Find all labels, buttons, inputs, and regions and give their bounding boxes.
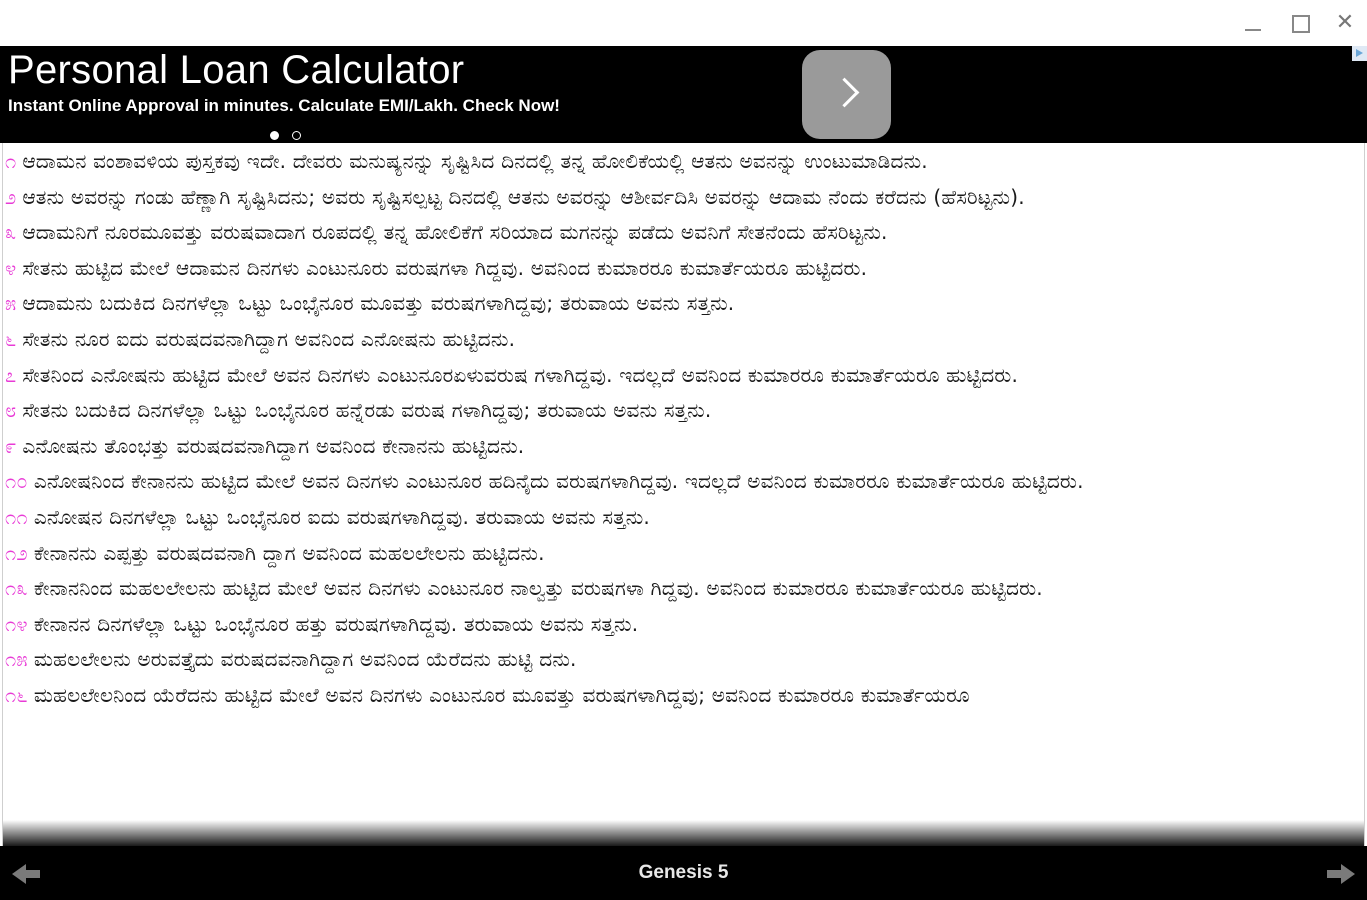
verse-text: ಕೇನಾನನ ದಿನಗಳೆಲ್ಲಾ ಒಟ್ಟು ಒಂಭೈನೂರ ಹತ್ತು ವರುಷಗಳಾಗಿದ್ದವು. ತರುವಾಯ ಅವನು ಸತ್ತನು. — [33, 611, 639, 636]
verse-number: ೧೨ — [5, 540, 28, 565]
verse-item[interactable] — [5, 571, 1364, 607]
verse-number: ೬ — [5, 326, 17, 351]
bottom-nav-bar — [0, 846, 1367, 900]
verse-text: ಎನೋಷನು ತೊಂಭತ್ತು ವರುಷದವನಾಗಿದ್ದಾಗ ಅವನಿಂದ ಕೇನಾನನು ಹುಟ್ಟಿದನು. — [22, 433, 525, 458]
ad-go-button[interactable] — [802, 50, 891, 139]
maximize-icon[interactable] — [1284, 8, 1314, 38]
bottom-fade — [3, 820, 1364, 846]
verse-number: ೫ — [5, 291, 17, 316]
chapter-text-view[interactable] — [2, 143, 1365, 846]
verse-number: ೧ — [5, 149, 17, 173]
close-icon[interactable]: ✕ — [1335, 10, 1355, 35]
verse-item[interactable] — [5, 607, 1364, 643]
verse-text: ಸೇತನು ಬದುಕಿದ ದಿನಗಳೆಲ್ಲಾ ಒಟ್ಟು ಒಂಭೈನೂರ ಹನ್ನೆರಡು ವರುಷ ಗಳಾಗಿದ್ದವು; ತರುವಾಯ ಅವನು ಸತ್ತನು. — [22, 398, 712, 423]
verse-number: ೭ — [5, 362, 17, 387]
verse-number: ೮ — [5, 398, 17, 423]
verse-item[interactable] — [5, 429, 1364, 465]
verse-text: ಮಹಲಲೇಲನಿಂದ ಯೆರೆದನು ಹುಟ್ಟಿದ ಮೇಲೆ ಅವನ ದಿನಗಳು ಎಂಟುನೂರ ಮೂವತ್ತು ವರುಷಗಳಾಗಿದ್ದವು; ಅವನಿಂದ ಕುಮಾರರೂ ಕುಮಾರ್ತೆಯರೂ — [33, 682, 970, 707]
verse-item[interactable] — [5, 322, 1364, 358]
verse-number: ೧೫ — [5, 647, 28, 672]
verse-text: ಸೇತನಿಂದ ಎನೋಷನು ಹುಟ್ಟಿದ ಮೇಲೆ ಅವನ ದಿನಗಳು ಎಂಟುನೂರಏಳುವರುಷ ಗಳಾಗಿದ್ದವು. ಇದಲ್ಲದೆ ಅವನಿಂದ ಕುಮಾರರೂ ಕುಮಾರ್ತೆಯರೂ ಹುಟ್ಟಿದರು. — [22, 362, 1019, 387]
verse-number: ೧೪ — [5, 611, 28, 636]
verse-item[interactable] — [5, 464, 1364, 500]
verse-item[interactable] — [5, 180, 1364, 216]
verse-item[interactable] — [5, 251, 1364, 287]
chapter-title[interactable]: Genesis 5 — [638, 862, 729, 883]
verse-item[interactable] — [5, 215, 1364, 251]
verse-item[interactable] — [5, 678, 1364, 714]
verse-text: ಆದಾಮನ ವಂಶಾವಳಿಯ ಪುಸ್ತಕವು ಇದೇ. ದೇವರು ಮನುಷ್ಯನನ್ನು ಸೃಷ್ಟಿಸಿದ ದಿನದಲ್ಲಿ ತನ್ನ ಹೋಲಿಕೆಯಲ್ಲಿ ಆತನು ಅವನನ್ನು ಉಂಟುಮಾಡಿದನು. — [22, 149, 928, 173]
verse-item[interactable] — [5, 144, 1364, 180]
verse-item[interactable] — [5, 393, 1364, 429]
ad-pager-dot[interactable] — [292, 131, 301, 140]
verse-text: ಆದಾಮನಿಗೆ ನೂರಮೂವತ್ತು ವರುಷವಾದಾಗ ರೂಪದಲ್ಲಿ ತನ್ನ ಹೋಲಿಕೆಗೆ ಸರಿಯಾದ ಮಗನನ್ನು ಪಡೆದು ಅವನಿಗೆ ಸೇತನೆಂದು ಹೆಸರಿಟ್ಟನು. — [22, 220, 888, 245]
arrow-right-icon[interactable] — [1325, 862, 1355, 886]
verse-text: ಕೇನಾನನು ಎಪ್ಪತ್ತು ವರುಷದವನಾಗಿ ದ್ದಾಗ ಅವನಿಂದ ಮಹಲಲೇಲನು ಹುಟ್ಟಿದನು. — [33, 540, 545, 565]
verse-list — [3, 143, 1364, 714]
verse-number: ೯ — [5, 433, 17, 458]
verse-item[interactable] — [5, 358, 1364, 394]
verse-text: ಸೇತನು ಹುಟ್ಟಿದ ಮೇಲೆ ಆದಾಮನ ದಿನಗಳು ಎಂಟುನೂರು ವರುಷಗಳಾ ಗಿದ್ದವು. ಅವನಿಂದ ಕುಮಾರರೂ ಕುಮಾರ್ತೆಯರೂ ಹುಟ್ಟಿದರು. — [22, 255, 868, 280]
ad-title[interactable]: Personal Loan Calculator — [8, 48, 465, 92]
verse-item[interactable] — [5, 536, 1364, 572]
verse-item[interactable] — [5, 500, 1364, 536]
verse-text: ಆದಾಮನು ಬದುಕಿದ ದಿನಗಳೆಲ್ಲಾ ಒಟ್ಟು ಒಂಭೈನೂರ ಮೂವತ್ತು ವರುಷಗಳಾಗಿದ್ದವು; ತರುವಾಯ ಅವನು ಸತ್ತನು. — [22, 291, 735, 316]
verse-number: ೧೩ — [5, 576, 28, 601]
verse-text: ಆತನು ಅವರನ್ನು ಗಂಡು ಹೆಣ್ಣಾಗಿ ಸೃಷ್ಟಿಸಿದನು; ಅವರು ಸೃಷ್ಟಿಸಲ್ಪಟ್ಟ ದಿನದಲ್ಲಿ ಆತನು ಅವರನ್ನು ಆಶೀರ್ವದಿಸಿ ಅವರನ್ನು ಆದಾಮ ನೆಂದು ಕರೆದನು (ಹೆಸರಿಟ್ಟನು). — [22, 184, 1025, 209]
verse-text: ಮಹಲಲೇಲನು ಅರುವತ್ತೈದು ವರುಷದವನಾಗಿದ್ದಾಗ ಅವನಿಂದ ಯೆರೆದನು ಹುಟ್ಟಿ ದನು. — [33, 647, 577, 672]
window-titlebar — [0, 0, 1367, 46]
ad-pager-dot-active[interactable] — [270, 131, 279, 140]
minimize-icon[interactable] — [1238, 8, 1268, 38]
verse-text: ಕೇನಾನನಿಂದ ಮಹಲಲೇಲನು ಹುಟ್ಟಿದ ಮೇಲೆ ಅವನ ದಿನಗಳು ಎಂಟುನೂರ ನಾಲ್ವತ್ತು ವರುಷಗಳಾ ಗಿದ್ದವು. ಅವನಿಂದ ಕುಮಾರರೂ ಕುಮಾರ್ತೆಯರೂ ಹುಟ್ಟಿದರು. — [33, 576, 1043, 601]
ad-choices-icon[interactable] — [1352, 46, 1367, 61]
verse-number: ೧೬ — [5, 682, 28, 707]
verse-number: ೧೦ — [5, 469, 28, 494]
verse-item[interactable] — [5, 642, 1364, 678]
verse-number: ೨ — [5, 184, 17, 209]
verse-number: ೪ — [5, 255, 17, 280]
verse-number: ೧೧ — [5, 504, 28, 529]
verse-text: ಸೇತನು ನೂರ ಐದು ವರುಷದವನಾಗಿದ್ದಾಗ ಅವನಿಂದ ಎನೋಷನು ಹುಟ್ಟಿದನು. — [22, 326, 516, 351]
ad-subtitle[interactable]: Instant Online Approval in minutes. Calculate EMI/Lakh. Check Now! — [8, 96, 560, 115]
ad-pager — [270, 125, 309, 137]
ad-banner[interactable] — [0, 46, 1367, 143]
verse-number: ೩ — [5, 220, 17, 245]
verse-item[interactable] — [5, 286, 1364, 322]
verse-text: ಎನೋಷನ ದಿನಗಳೆಲ್ಲಾ ಒಟ್ಟು ಒಂಭೈನೂರ ಐದು ವರುಷಗಳಾಗಿದ್ದವು. ತರುವಾಯ ಅವನು ಸತ್ತನು. — [33, 504, 650, 529]
verse-text: ಎನೋಷನಿಂದ ಕೇನಾನನು ಹುಟ್ಟಿದ ಮೇಲೆ ಅವನ ದಿನಗಳು ಎಂಟುನೂರ ಹದಿನೈದು ವರುಷಗಳಾಗಿದ್ದವು. ಇದಲ್ಲದೆ ಅವನಿಂದ ಕುಮಾರರೂ ಕುಮಾರ್ತೆಯರೂ ಹುಟ್ಟಿದರು. — [33, 469, 1084, 494]
